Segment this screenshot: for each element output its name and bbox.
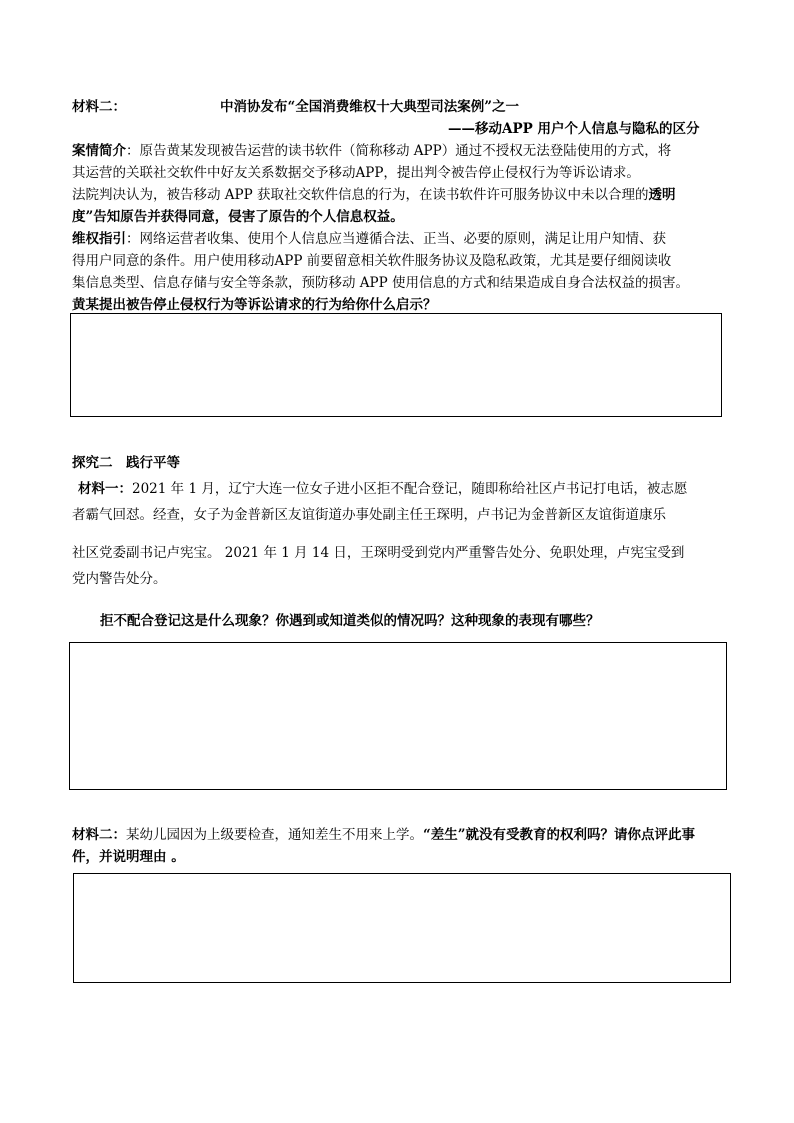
material1-text-2: 者霸气回怼。经查，女子为金普新区友谊街道办事处副主任王琛明，卢书记为金普新区友谊街道康乐 [72,507,666,523]
material1-text-4: 党内警告处分。 [72,571,167,587]
court-text-2: 度”告知原告并获得同意，侵害了原告的个人信息权益。 [72,209,404,225]
material1-line-1 [78,476,687,502]
case-text-2: 其运营的关联社交软件中好友关系数据交予移动APP，提出判令被告停止侵权行为等诉讼请求。 [72,165,640,181]
answer-box-2[interactable] [69,642,727,790]
guide-paragraph-line [72,228,666,250]
case-text-1: ：原告黄某发现被告运营的读书软件（简称移动 APP）通过不授权无法登陆使用的方式，将 [126,143,672,159]
question-1: 黄某提出被告停止侵权行为等诉讼请求的行为给你什么启示？ [72,297,437,313]
material2b-question-1: “差生”就没有受教育的权利吗？请你点评此事 [423,827,696,843]
guide-text-3: 集信息类型、信息存储与安全等条款，预防移动 APP 使用信息的方式和结果造成自身合法权益的损害。 [72,275,689,291]
question-2: 拒不配合登记这是什么现象？你遇到或知道类似的情况吗？这种现象的表现有哪些？ [100,613,600,629]
material2b-label: 材料二： [72,827,126,843]
material1-text-1: 2021 年 1 月，辽宁大连一位女子进小区拒不配合登记，随即称给社区卢书记打电话，被志愿 [132,481,688,497]
material-subtitle: ——移动APP 用户个人信息与隐私的区分 [448,121,700,137]
material2b-text: 某幼儿园因为上级要检查，通知差生不用来上学。 [126,827,423,843]
case-label: 案情简介 [72,143,126,159]
material1-label: 材料一： [78,481,132,497]
material2b-line-1 [72,824,695,846]
answer-box-1[interactable] [70,313,722,417]
answer-box-3[interactable] [73,873,731,983]
material1-text-3: 社区党委副书记卢宪宝。 2021 年 1 月 14 日，王琛明受到党内严重警告处分、免职处理，卢宪宝受到 [72,545,685,561]
guide-text-1: ：网络运营者收集、使用个人信息应当遵循合法、正当、必要的原则，满足让用户知情、获 [126,231,666,247]
guide-text-2: 得用户同意的条件。用户使用移动APP 前要留意相关软件服务协议及隐私政策，尤其是要仔细阅读收 [72,253,672,269]
case-paragraph-line [72,140,671,162]
court-text-1: 法院判决认为，被告移动 APP 获取社交软件信息的行为，在读书软件许可服务协议中未以合理的 [72,187,649,203]
court-bold-1: 透明 [648,187,676,203]
material-title: 中消协发布“全国消费维权十大典型司法案例”之一 [220,99,520,115]
material2b-question-2: 件，并说明理由 。 [72,849,185,865]
guide-label: 维权指引 [72,231,126,247]
material-label: 材料二： [72,99,126,115]
section-heading: 探究二 践行平等 [72,455,180,471]
court-paragraph-line [72,184,676,206]
